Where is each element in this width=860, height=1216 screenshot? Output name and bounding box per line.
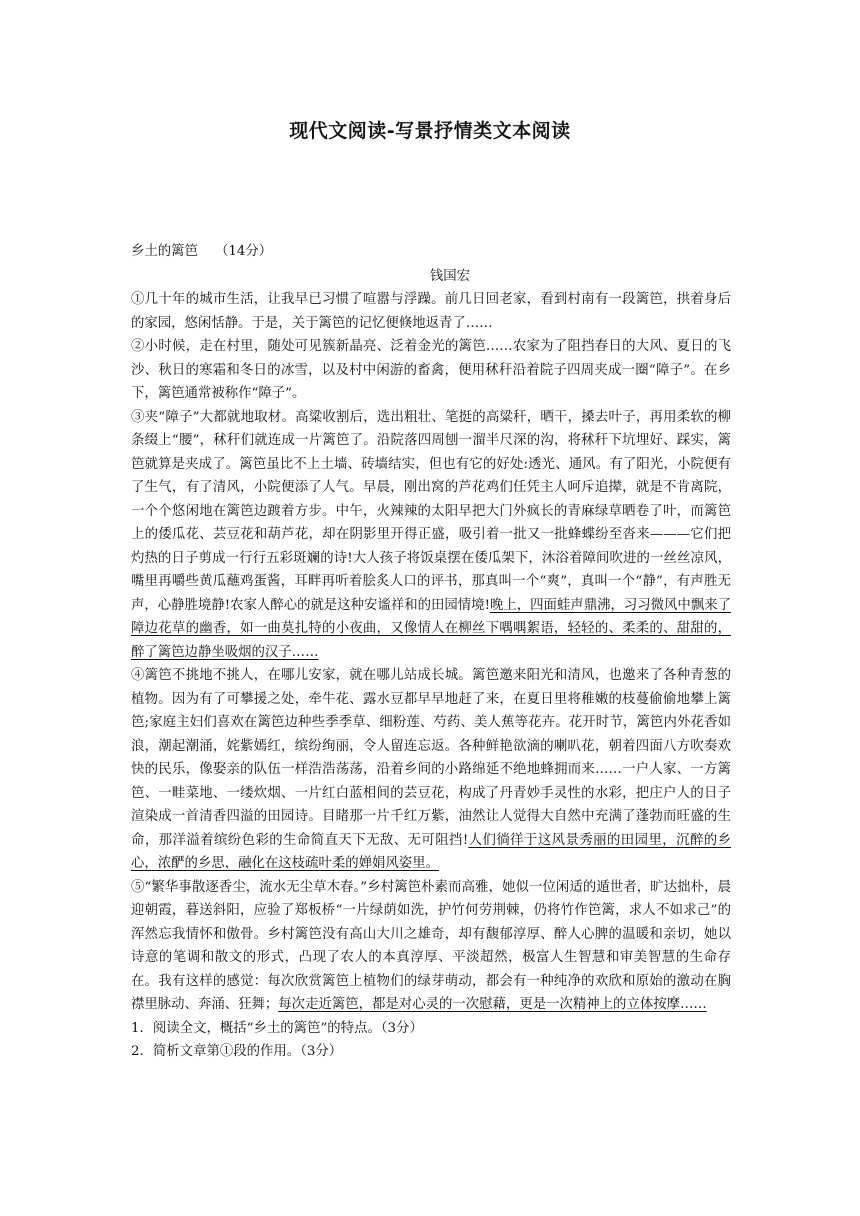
paragraph-1-text: ①几十年的城市生活，让我早已习惯了喧嚣与浮躁。前几日回老家，看到村南有一段篱笆，拱着身后的家园，悠闲恬静。于是，关于篱笆的记忆便倏地返青了……: [131, 292, 731, 331]
paragraph-4-text: ④篱笆不挑地不挑人，在哪儿安家，就在哪儿站成长城。篱笆邀来阳光和清风，也邀来了各种青葱的植物。因为有了可攀援之处，牵牛花、露水豆都早早地赶了来，在夏日里将稚嫩的枝蔓偷偷地攀上篱笆;家庭主妇们喜欢在篱笆边种些季季草、细粉莲、芍药、美人蕉等花卉。花开时节，篱笆内外花香如浪，潮起潮涌，姹紫嫣红，缤纷绚丽，令人留连忘返。各种鲜艳欲滴的喇叭花，朝着四面八方吹奏欢快的民乐，像娶亲的队伍一样浩浩荡荡，沿着乡间的小路绵延不绝地蜂拥而来……一户人家、一方篱笆、一畦菜地、一缕炊烟、一片红白蓝相间的芸豆花，构成了丹青妙手灵性的水彩，把庄户人的日子渲染成一首清香四溢的田园诗。目睹那一片千红万紫，油然让人觉得大自然中充满了蓬勃而旺盛的生命，那洋溢着缤纷色彩的生命简直天下无敌、无可阻挡!: [131, 668, 731, 848]
article-score: （14分）: [214, 244, 273, 259]
article-title: 乡土的篱笆: [131, 244, 198, 259]
paragraph-2: [131, 335, 731, 406]
paragraph-4-underlined-sentence: 人们徜徉于这风景秀丽的田园里，沉醉的乡心，浓酽的乡思，融化在这枝疏叶柔的婵娟风姿里。: [131, 832, 731, 871]
paragraph-5-text: ⑤“繁华事散逐香尘，流水无尘草木春。”乡村篱笆朴素而高雅，她似一位闲适的遁世者，旷达拙朴，晨迎朝霞，暮送斜阳，应验了郑板桥“一片绿荫如洗，护竹何劳荆棘，仍将竹作笆篱，求人不如求己”的浑然忘我情怀和傲骨。乡村篱笆没有高山大川之雄奇，却有馥郁淳厚、醉人心脾的温暖和亲切，她以诗意的笔调和散文的形式，凸现了农人的本真淳厚、平淡超然，极富人生智慧和审美智慧的生命存在。我有这样的感觉：每次欣赏篱笆上植物们的绿芽萌动，都会有一种纯净的欢欣和原始的激动在胸襟里脉动、奔涌、狂舞；: [131, 879, 731, 1012]
page-title: 现代文阅读-写景抒情类文本阅读: [289, 120, 571, 142]
paragraph-3-underlined-sentence: 晚上，四面蛙声鼎沸，习习微风中飘来了障边花草的幽香，如一曲莫扎特的小夜曲，又像情人在柳丝下喁喁絮语，轻轻的、柔柔的、甜甜的，醉了篱笆边静坐吸烟的汉子……: [131, 597, 732, 660]
article-heading: [131, 240, 731, 264]
paragraph-4: [131, 664, 731, 876]
paragraph-5-underlined-sentence: 每次走近篱笆，都是对心灵的一次慰藉，更是一次精神上的立体按摩……: [278, 997, 707, 1012]
paragraph-1: [131, 288, 731, 335]
article-body: [131, 240, 731, 1064]
article-author: 钱国宏: [429, 268, 471, 284]
question-2: 2．简析文章第①段的作用。（3分）: [131, 1044, 343, 1059]
paragraph-5: [131, 876, 731, 1017]
paragraph-2-text: ②小时候，走在村里，随处可见簇新晶亮、泛着金光的篱笆……农家为了阻挡春日的大风、夏日的飞沙、秋日的寒霜和冬日的冰雪，以及村中闲游的畜禽，便用秫秆沿着院子四周夹成一圈“障子”。在乡下，篱笆通常被称作“障子”。: [131, 339, 731, 401]
paragraph-3: [131, 406, 731, 665]
paragraph-3-text: ③夹“障子”大都就地取材。高粱收割后，选出粗壮、笔挺的高粱秆，晒干，搡去叶子，再用柔软的柳条缀上“腰”，秫秆们就连成一片篱笆了。沿院落四周刨一溜半尺深的沟，将秫秆下坑埋好、踩实，篱笆就算是夹成了。篱笆虽比不上土墙、砖墙结实，但也有它的好处:透光、通风。有了阳光，小院便有了生气，有了清风，小院便添了人气。早晨，刚出窝的芦花鸡们任凭主人呵斥追撵，就是不肯离院，一个个悠闲地在篱笆边踱着方步。中午，火辣辣的太阳早把大门外疯长的青麻绿草晒卷了叶，而篱笆上的倭瓜花、芸豆花和葫芦花，却在阴影里开得正盛，吸引着一批又一批蜂蝶纷至沓来———它们把灼热的日子剪成一行行五彩斑斓的诗!大人孩子将饭桌摆在倭瓜架下，沐浴着障间吹进的一丝丝凉风，嘴里再嚼些黄瓜蘸鸡蛋酱，耳畔再听着脍炙人口的评书，那真叫一个“爽”，真叫一个“静”，有声胜无声，心静胜境静!农家人醉心的就是这种安谧祥和的田园情境!: [131, 409, 731, 613]
question-1: 1．阅读全文，概括“乡土的篱笆”的特点。（3分）: [131, 1020, 423, 1036]
